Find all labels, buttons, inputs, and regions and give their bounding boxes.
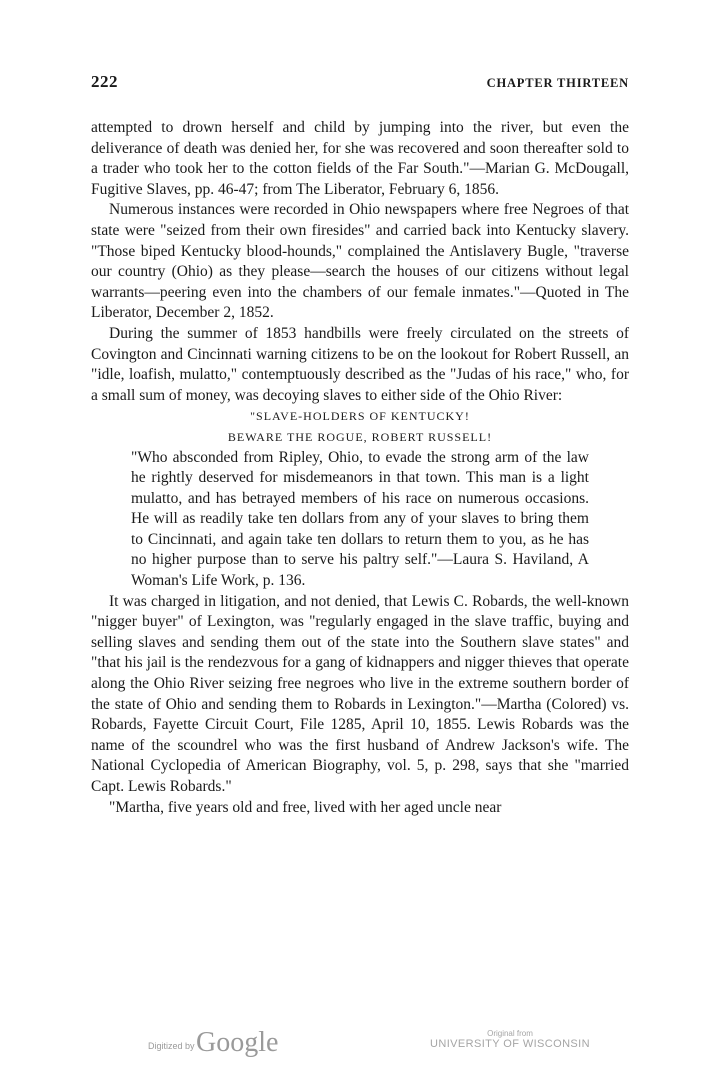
paragraph: During the summer of 1853 handbills were freely circulated on the streets of Covington and Cincinnati warning citizens to be on the lookout for Robert Russell, an "idle, loafish, mulatto," contemptuously described as the "Judas of his race," who, for a small sum of money, was decoying slaves to either side of the Ohio River: [91,324,629,404]
handbill-heading: "SLAVE-HOLDERS OF KENTUCKY! [250,409,470,424]
book-page [91,72,629,818]
page-header [91,72,629,94]
original-source [420,1029,600,1050]
block-quote [131,448,589,592]
paragraph: "Martha, five years old and free, lived with her aged uncle near [109,798,502,816]
scan-footer [0,1027,711,1063]
body-text [91,118,629,818]
google-logo: Google [196,1027,279,1058]
paragraph: attempted to drown herself and child by jumping into the river, but even the deliverance of death was denied her, for she was recovered and soon thereafter sold to a trader who took her to the cotton fields of the Far South."—Marian G. McDougall, Fugitive Slaves, pp. 46-47; from The Liberator, February 6, 1856. [91,119,629,198]
paragraph: Numerous instances were recorded in Ohio newspapers where free Negroes of that state were "seized from their own firesides" and carried back into Kentucky slavery. "Those biped Kentucky blood-hounds," complained the Antislavery Bugle, "traverse our country (Ohio) as they please—search the houses of our citizens without legal warrants—peering even into the chambers of our female inmates."—Quoted in The Liberator, December 2, 1852. [91,201,629,322]
page-number: 222 [91,72,118,91]
chapter-title: CHAPTER THIRTEEN [486,76,629,90]
paragraph: It was charged in litigation, and not denied, that Lewis C. Robards, the well-known "nigger buyer" of Lexington, was "regularly engaged in the slave traffic, buying and selling slaves and sending them out of the state into the Southern slave states" and "that his jail is the rendezvous for a gang of kidnappers and nigger thieves that operate along the Ohio River seizing free negroes who live in the extreme southern border of the state of Ohio and sending them to Robards in Lexington."—Martha (Colored) vs. Robards, Fayette Circuit Court, File 1285, April 10, 1855. Lewis Robards was the name of the scoundrel who was the first husband of Andrew Jackson's wife. The National Cyclopedia of American Biography, vol. 5, p. 298, says that she "married Capt. Lewis Robards." [91,592,629,795]
handbill-subheading: BEWARE THE ROGUE, ROBERT RUSSELL! [227,429,493,444]
original-from-label: Original from [487,1029,533,1038]
quote-text: "Who absconded from Ripley, Ohio, to evade the strong arm of the law he rightly deserved for misdemeanors in that town. This man is a light mulatto, and has betrayed members of his race on numerous occasions. He will as readily take ten dollars from any of your slaves to bring them to Cincinnati, and again take ten dollars to return them to you, as he has no higher purpose than to serve his paltry self."—Laura S. Haviland, A Woman's Life Work, p. 136. [131,448,589,590]
digitized-by-label: Digitized by [148,1041,195,1051]
university-label: UNIVERSITY OF WISCONSIN [430,1038,590,1050]
